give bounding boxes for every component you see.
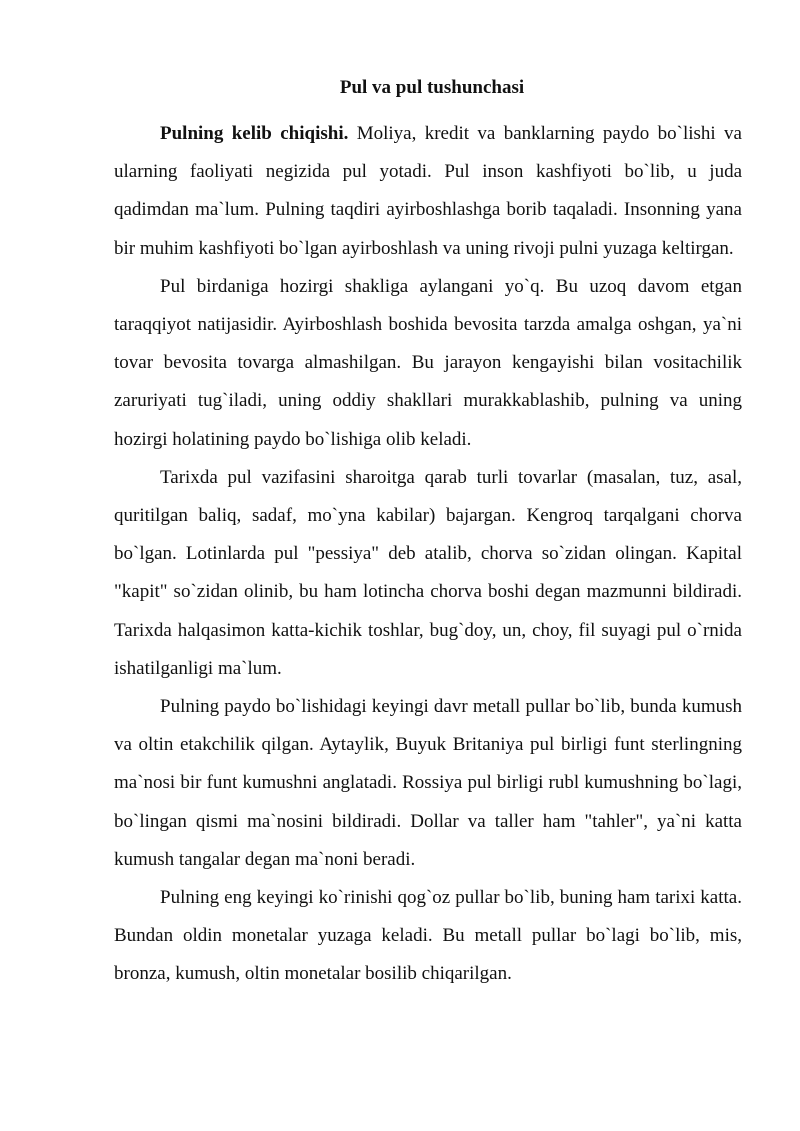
paragraph-text: Pulning paydo bo`lishidagi keyingi davr metall pullar bo`lib, bunda kumush va oltin etakchilik qilgan. Aytaylik, Buyuk Britaniya pul birligi funt sterlingning ma`nosi bir funt kumushni anglatadi. Rossiya pul birligi rubl kumushning bo`lagi, bo`lingan qismi ma`nosini bildiradi. Dollar va taller ham "tahler", ya`ni katta kumush tangalar degan ma`noni beradi. [114,696,742,870]
document-page [114,76,742,994]
paragraph-origin-of-money [114,115,742,268]
paragraph-text: Tarixda pul vazifasini sharoitga qarab turli tovarlar (masalan, tuz, asal, quritilgan baliq, sadaf, mo`yna kabilar) bajargan. Kengroq tarqalgani chorva bo`lgan. Lotinlarda pul "pessiya" deb atalib, chorva so`zidan olingan. Kapital "kapit" so`zidan olinib, bu ham lotincha chorva boshi degan mazmunni bildiradi. Tarixda halqasimon katta-kichik toshlar, bug`doy, un, choy, fil suyagi pul o`rnida ishatilganligi ma`lum. [114,466,742,679]
paragraph-metal-money [114,688,742,879]
paragraph-text: Pul birdaniga hozirgi shakliga aylangani yo`q. Bu uzoq davom etgan taraqqiyot natijasidir. Ayirboshlash boshida bevosita tarzda amalga oshgan, ya`ni tovar bevosita tovarga almashilgan. Bu jarayon kengayishi bilan vositachilik zaruriyati tug`iladi, uning oddiy shakllari murakkablashib, pulning va uning hozirgi holatining paydo bo`lishiga olib keladi. [114,275,742,450]
paragraph-development [114,268,742,459]
paragraph-text: Pulning eng keyingi ko`rinishi qog`oz pullar bo`lib, buning ham tarixi katta. Bundan oldin monetalar yuzaga keladi. Bu metall pullar bo`lagi bo`lib, mis, bronza, kumush, oltin monetalar bosilib chiqarilgan. [114,887,742,985]
paragraph-commodity-money [114,459,742,688]
document-title: Pul va pul tushunchasi [339,77,525,98]
paragraph-text: Moliya, kredit va banklarning paydo bo`lishi va ularning faoliyati negizida pul yotadi. Pul inson kashfiyoti bo`lib, u juda qadimdan ma`lum. Pulning taqdiri ayirboshlashga borib taqaladi. Insonning yana bir muhim kashfiyoti bo`lgan ayirboshlash va uning rivoji pulni yuzaga keltirgan. [114,123,742,259]
paragraph-paper-money [114,879,742,994]
section-heading-origin-of-money: Pulning kelib chiqishi. [160,123,349,144]
